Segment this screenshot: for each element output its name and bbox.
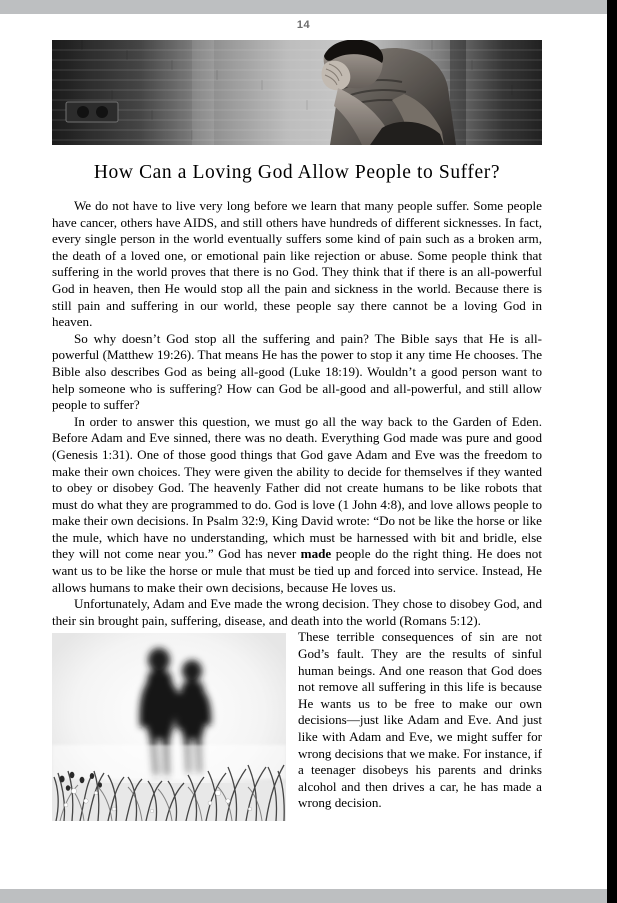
emphasized-word: made xyxy=(300,546,332,562)
paragraph: We do not have to live very long before we learn that many people suffer. Some people have cancer, others have AIDS, and still others have hundreds of different sicknesses. In fact, every single person in the world eventually suffers some kind of pain such as a broken arm, the death of a loved one, or emotional pain like rejection or abuse. Some people think that suffering in the world proves that there is no God. They think that if there is an all-powerful God in heaven, then He would stop all the pain and sickness in the world. Because there is still pain and suffering in our world, these people say there cannot be a loving God in heaven. xyxy=(52,198,542,330)
paragraph-text-part: In order to answer this question, we must go all the way back to the Garden of Eden. Before Adam and Eve sinned, there was no death. Everything God made was pure and good (Genesis 1:31). One of those good things that God gave Adam and Eve was the freedom to make their own choices. They were given the ability to decide for themselves if they wanted to obey or disobey God. The heavenly Father did not create humans to be like robots that must do what they are programmed to do. God is love (1 John 4:8), and love allows people to make their own decisions. In Psalm 32:9, King David wrote: “Do not be like the horse or like the mule, which have no understanding, which must be harnessed with bit and bridle, else they will not come near you.” God has never xyxy=(52,413,542,562)
paragraph-text-part: people do the right thing. He does not want us to be like the horse or mule that must be tied up and forced into service. Instead, He allows humans to make their own decisions, because He loves us. xyxy=(52,546,542,595)
header-photo xyxy=(52,40,542,145)
page-number: 14 xyxy=(296,19,311,31)
paragraph: So why doesn’t God stop all the suffering and pain? The Bible says that He is all-powerful (Matthew 19:26). That means He has the power to stop it any time He chooses. The Bible also describes God as being all-good (Luke 18:19). Wouldn’t a good person want to help someone who is suffering? How can God be all-good and all-powerful, and still allow people to suffer? xyxy=(52,330,542,413)
header-photo-graphic xyxy=(52,40,542,145)
article-body xyxy=(52,162,542,827)
document-page xyxy=(0,14,607,889)
page-title: How Can a Loving God Allow People to Suffer? xyxy=(93,162,501,183)
silhouette-photo xyxy=(52,633,286,821)
viewer-chrome-top xyxy=(0,0,607,14)
viewer-right-edge xyxy=(607,0,617,903)
wrapped-paragraph: These terrible consequences of sin are not God’s fault. They are the results of sinful human beings. And one reason that God does not remove all suffering in this life is because He wants us to be free to make our own decisions—just like Adam and Eve. And just like with Adam and Eve, we might suffer for wrong decisions that we make. For instance, if a teenager disobeys his parents and drinks alcohol and then drives a car, he has made a wrong decision. xyxy=(298,629,542,811)
paragraph: Unfortunately, Adam and Eve made the wrong decision. They chose to disobey God, and their sin brought pain, suffering, disease, and death into the world (Romans 5:12). xyxy=(52,596,542,628)
viewer-chrome-bottom xyxy=(0,889,607,903)
paragraph xyxy=(52,414,542,597)
silhouette-photo-graphic xyxy=(52,633,286,821)
image-text-wrap-block xyxy=(52,629,542,827)
